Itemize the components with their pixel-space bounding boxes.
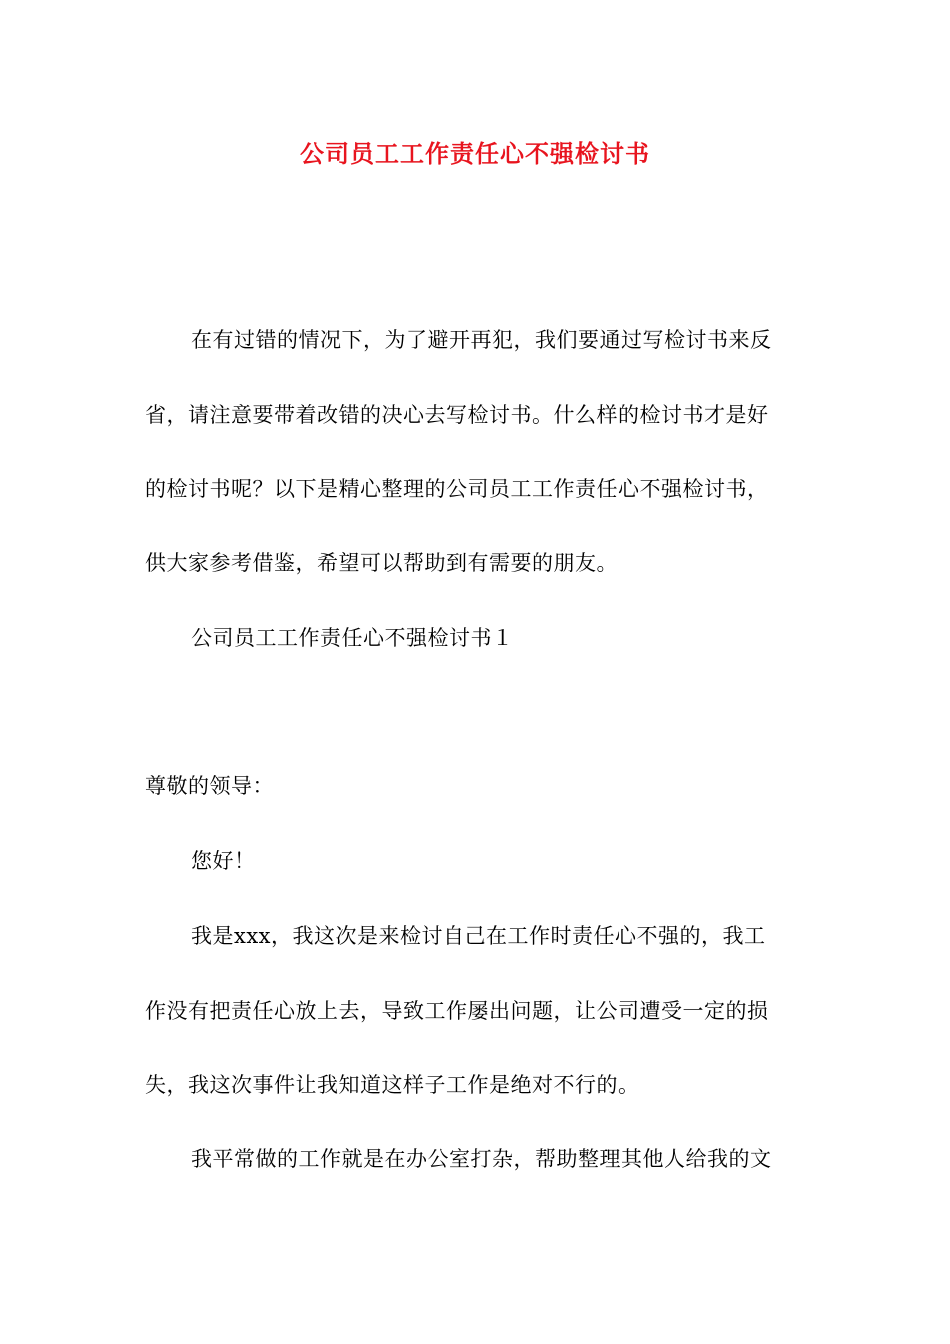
- salutation: 尊敬的领导：: [145, 774, 274, 798]
- paragraph-line: 我平常做的工作就是在办公室打杂，帮助整理其他人给我的文: [191, 1147, 772, 1171]
- paragraph-line: 的检讨书呢？以下是精心整理的公司员工工作责任心不强检讨书，: [145, 477, 769, 501]
- document-body: [145, 0, 810, 1344]
- paragraph-line: 我是xxx，我这次是来检讨自己在工作时责任心不强的，我工: [191, 924, 766, 948]
- paragraph-line: 供大家参考借鉴，希望可以帮助到有需要的朋友。: [145, 551, 618, 575]
- paragraph-line: 失，我这次事件让我知道这样子工作是绝对不行的。: [145, 1073, 640, 1097]
- paragraph-line: 在有过错的情况下，为了避开再犯，我们要通过写检讨书来反: [191, 328, 772, 352]
- section-heading: 公司员工工作责任心不强检讨书１: [191, 626, 514, 650]
- document-title: 公司员工工作责任心不强检讨书: [300, 139, 650, 168]
- greeting: 您好！: [191, 849, 256, 873]
- paragraph-line: 作没有把责任心放上去，导致工作屡出问题，让公司遭受一定的损: [145, 999, 769, 1023]
- paragraph-line: 省，请注意要带着改错的决心去写检讨书。什么样的检讨书才是好: [145, 403, 769, 427]
